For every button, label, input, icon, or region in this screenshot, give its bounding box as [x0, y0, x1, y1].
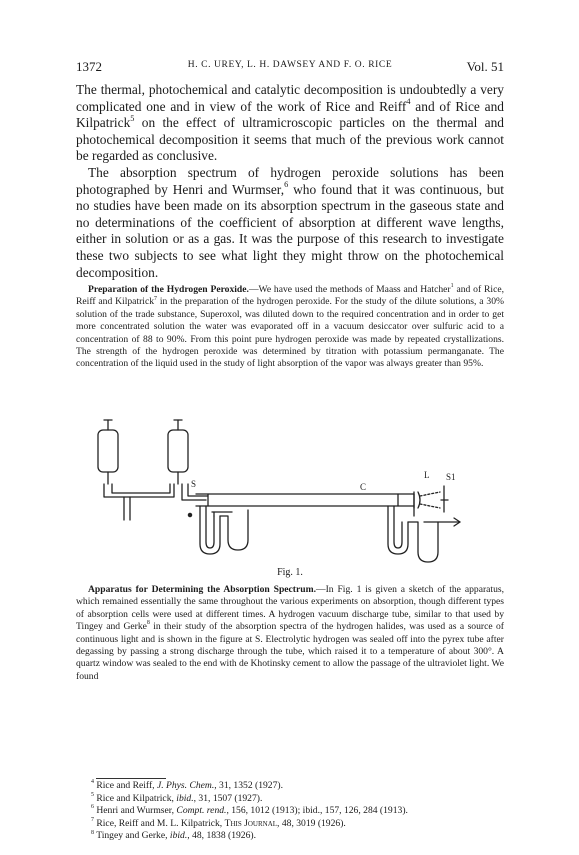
footnote: $^7$ Rice, Reiff and M. L. Kilpatrick, This Journal, 48, 3019 (1926).: [91, 817, 346, 829]
footnote: $^5$ Rice and Kilpatrick, ibid., 31, 1507 (1927).: [91, 791, 263, 804]
footnote: $^4$ Rice and Reiff, J. Phys. Chem., 31, 1352 (1927).: [91, 779, 283, 791]
label-l: L: [424, 470, 430, 480]
preparation-section: [76, 284, 504, 371]
running-header: [76, 59, 504, 75]
preparation-paragraph: Preparation of the Hydrogen Peroxide.—We have used the methods of Maass and Hatcher$^1$ and of Rice, Reiff and Kilpatrick$^7$ in the preparation of the hydrogen peroxide. For the study of the dilute solutions, a 30% solution of the trade substance, Superoxol, was diluted down to the required concentration and in order to get more concentrated solution the water was evaporated off in a vacuum desiccator over sulfuric acid to a concentration of 88 to 90%. From this point pure hydrogen peroxide was made by repeated crystallizations. The strength of the hydrogen peroxide was determined by titration with potassium permanganate. The concentration of the liquid used in the study of light absorption of the vapor was always greater than 95%.: [76, 283, 504, 370]
label-s: S: [191, 479, 197, 489]
apparatus-paragraph: Apparatus for Determining the Absorption Spectrum.—In Fig. 1 is given a sketch of the apparatus, which remained essentially the same throughout the various experiments on absorption, though different types of absorption cells were used at different times. A hydrogen vacuum discharge tube, similar to that used by Tingey and Gerke$^8$ in their study of the absorption spectra of the hydrogen halides, was used as a source of continuous light and is shown in the figure at S. Electrolytic hydrogen was sealed off into the pyrex tube after degassing by passing a strong discharge through the tube, which raised it to a temperature of about 300°. A quartz window was sealed to the end with de Khotinsky cement to allow the passage of the ultraviolet light. We found: [76, 584, 504, 682]
footnotes: [76, 780, 504, 843]
apparatus-section: [76, 584, 504, 683]
label-s1: S1: [446, 472, 456, 482]
preparation-heading: Preparation of the Hydrogen Peroxide.: [88, 284, 249, 295]
intro-paragraph-2: The absorption spectrum of hydrogen peroxide solutions has been photographed by Henri and Wurmser,$^6$ who found that it was continuous, but no studies have been made on its absorption spectrum in the gaseous state and no determinations of the coefficient of absorption at different wave lengths, either in solution or as a gas. It was the purpose of this research to investigate these two subjects to see what light they might throw on the photochemical decomposition.: [76, 164, 505, 280]
running-authors: H. C. UREY, L. H. DAWSEY AND F. O. RICE: [187, 60, 393, 70]
volume-label: Vol. 51: [466, 59, 504, 74]
page-number: 1372: [76, 59, 102, 74]
apparatus-heading: Apparatus for Determining the Absorption Spectrum.: [88, 584, 316, 595]
footnote-ref: 6: [284, 180, 289, 190]
footnote-ref: 8: [146, 620, 150, 627]
footnote-ref: 1: [450, 283, 454, 290]
intro-paragraph-1: The thermal, photochemical and catalytic decomposition is undoubtedly a very complicated one and in view of the work of Rice and Reiff$^4$ and of Rice and Kilpatrick$^5$ on the effect of ultramicroscopic particles on the thermal and photochemical decomposition it seems that much of the previous work cannot be regarded as conclusive.: [76, 82, 504, 164]
apparatus-diagram: [88, 412, 488, 570]
figure-caption: Fig. 1.: [277, 567, 303, 578]
intro-text: [76, 82, 504, 281]
footnote: $^8$ Tingey and Gerke, ibid., 48, 1838 (1926).: [91, 829, 256, 842]
footnote-ref: 7: [154, 295, 157, 302]
footnote: $^6$ Henri and Wurmser, Compt. rend., 156, 1012 (1913); ibid., 157, 126, 284 (1913).: [91, 804, 408, 817]
apparatus-figure: [88, 412, 488, 570]
footnote-rule: [96, 778, 166, 779]
footnote-ref: 5: [130, 113, 135, 123]
footnote-ref: 4: [406, 97, 411, 107]
label-c: C: [360, 482, 367, 492]
